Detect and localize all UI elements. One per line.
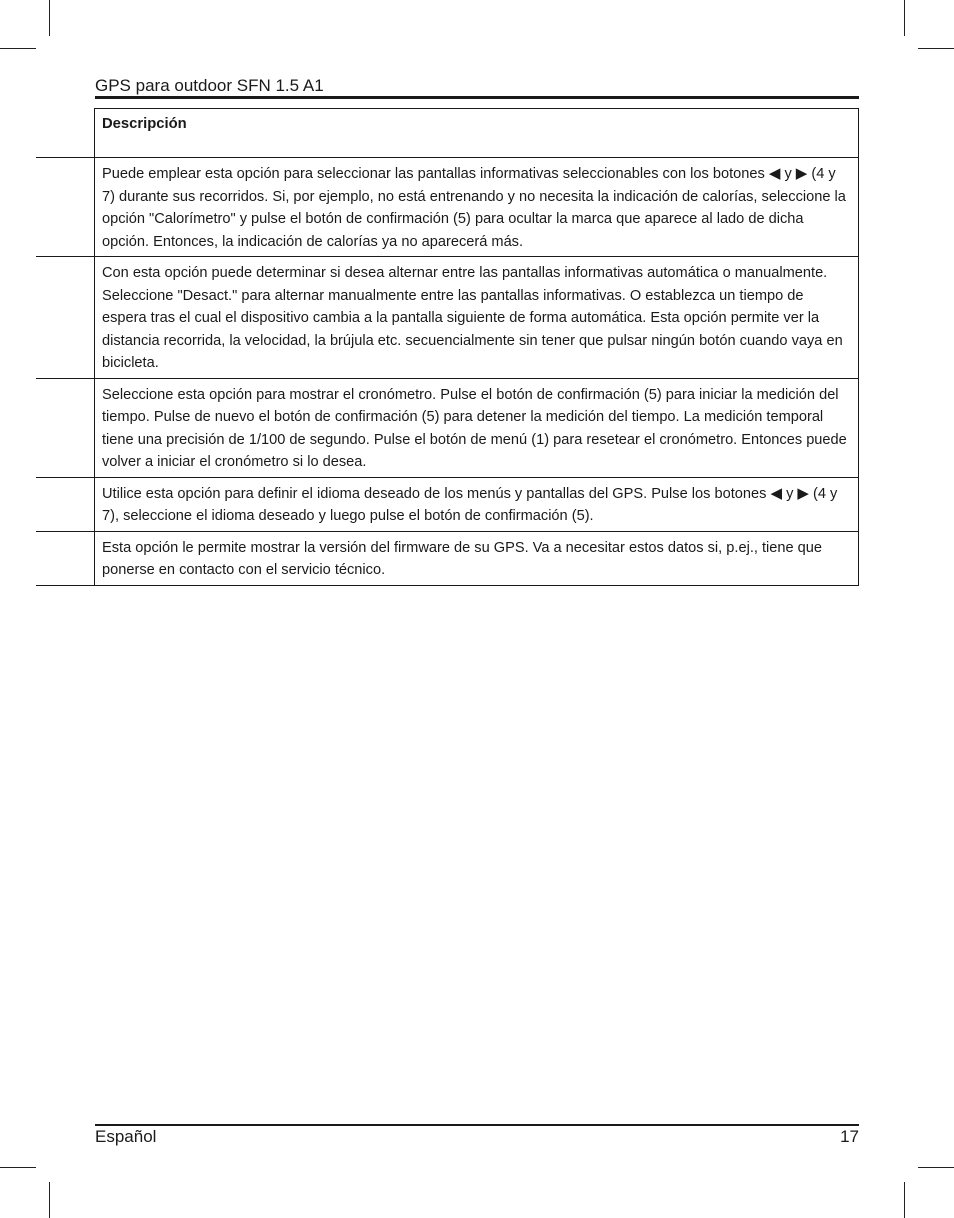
table-cell-description	[94, 158, 859, 256]
left-arrow-icon: ◀	[768, 165, 781, 182]
table-left-cell	[36, 257, 94, 378]
left-arrow-icon: ◀	[770, 484, 783, 502]
description-table	[36, 108, 859, 586]
page-header-title: GPS para outdoor SFN 1.5 A1	[95, 76, 324, 95]
table-left-cell	[36, 532, 94, 585]
table-left-cell	[36, 158, 94, 256]
right-arrow-icon: ▶	[795, 165, 808, 182]
page-number: 17	[840, 1127, 859, 1146]
footer-language: Español	[95, 1127, 157, 1146]
table-row	[36, 478, 859, 532]
table-row	[36, 532, 859, 586]
description-text: (4 y 7), seleccione el idioma deseado y luego pulse el botón de confirmación (5).	[102, 485, 838, 524]
crop-mark-bottom-right-h	[918, 1167, 954, 1168]
crop-mark-top-right-v	[904, 0, 905, 36]
column-header-descripcion: Descripción	[94, 108, 859, 157]
crop-mark-bottom-right-v	[904, 1182, 905, 1218]
table-left-cell	[36, 379, 94, 477]
table-row	[36, 257, 859, 379]
table-cell-description: Esta opción le permite mostrar la versión del firmware de su GPS. Va a necesitar estos datos si, p.ej., tiene que ponerse en contacto con el servicio técnico.	[94, 532, 859, 585]
description-text: y	[780, 166, 796, 182]
table-row	[36, 158, 859, 257]
footer-divider	[95, 1124, 859, 1126]
header-divider	[95, 96, 859, 99]
description-text: Puede emplear esta opción para seleccionar las pantallas informativas seleccionables con los botones	[102, 166, 769, 182]
table-cell-description	[94, 478, 859, 531]
description-text: (4 y 7) durante sus recorridos. Si, por ejemplo, no está entrenando y no necesita la indicación de calorías, seleccione la opción "Calorímetro" y pulse el botón de confirmación (5) para ocultar la marca que aparece al lado de dicha opción. Entonces, la indicación de calorías ya no aparecerá más.	[102, 166, 846, 250]
right-arrow-icon: ▶	[797, 484, 809, 502]
crop-mark-bottom-left-v	[49, 1182, 50, 1218]
table-cell-description: Con esta opción puede determinar si desea alternar entre las pantallas informativas automática o manualmente. Seleccione "Desact." para alternar manualmente entre las pantallas informativas. O establezca un tiempo de espera tras el cual el dispositivo cambia a la pantalla siguiente de forma automática. Esta opción permite ver la distancia recorrida, la velocidad, la brújula etc. secuencialmente sin tener que pulsar ningún botón cuando vaya en bicicleta.	[94, 257, 859, 378]
table-row	[36, 379, 859, 478]
table-left-cell	[36, 478, 94, 531]
description-text: Utilice esta opción para definir el idioma deseado de los menús y pantallas del GPS. Pulse los botones	[102, 485, 771, 502]
description-text: y	[782, 485, 798, 502]
crop-mark-bottom-left-h	[0, 1167, 36, 1168]
table-cell-description: Seleccione esta opción para mostrar el cronómetro. Pulse el botón de confirmación (5) para iniciar la medición del tiempo. Pulse de nuevo el botón de confirmación (5) para detener la medición del tiempo. La medición temporal tiene una precisión de 1/100 de segundo. Pulse el botón de menú (1) para resetear el cronómetro. Entonces puede volver a iniciar el cronómetro si lo desea.	[94, 379, 859, 477]
crop-mark-top-left-h	[0, 48, 36, 49]
crop-mark-top-left-v	[49, 0, 50, 36]
table-left-cell	[36, 108, 94, 157]
crop-mark-top-right-h	[918, 48, 954, 49]
table-header-row	[36, 108, 859, 158]
